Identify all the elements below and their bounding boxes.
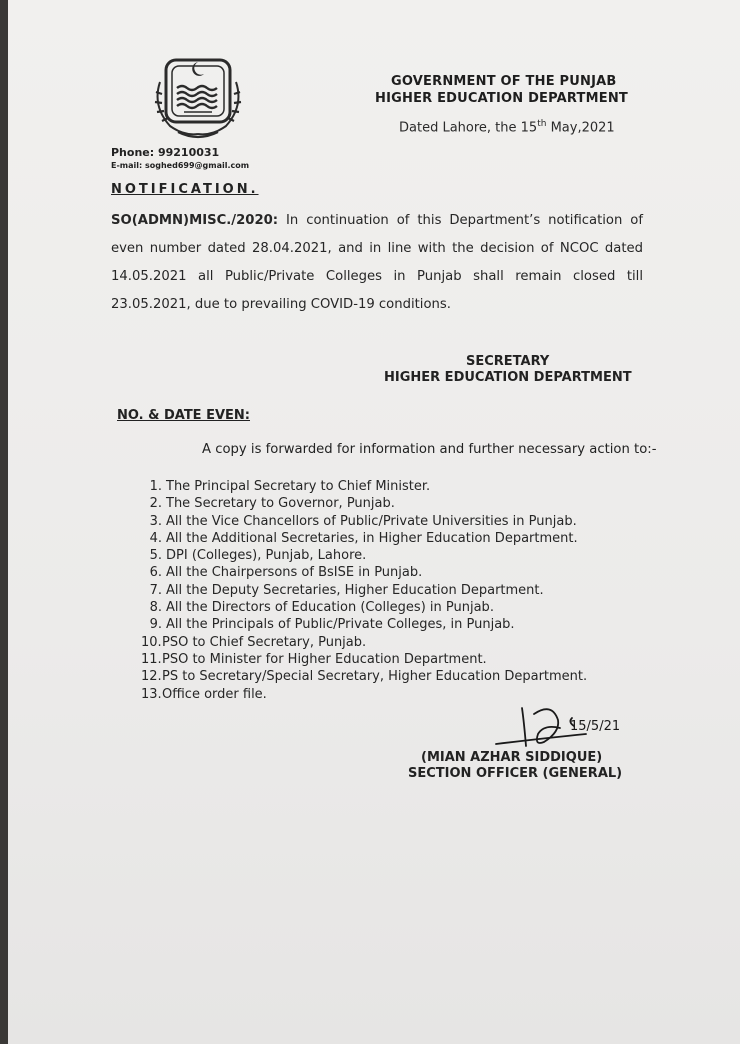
list-item-text: PS to Secretary/Special Secretary, Higher Education Department. xyxy=(162,669,588,685)
government-title: GOVERNMENT OF THE PUNJAB xyxy=(391,74,617,89)
distribution-list xyxy=(141,478,587,703)
list-item-number: 8. xyxy=(149,600,162,616)
list-item-number: 11. xyxy=(141,651,162,667)
phone-number: Phone: 99210031 xyxy=(111,146,220,159)
list-item-text: The Principal Secretary to Chief Minister. xyxy=(166,479,431,494)
list-item-text: All the Additional Secretaries, in Higher Education Department. xyxy=(166,530,578,546)
list-item-text: All the Principals of Public/Private Colleges, in Punjab. xyxy=(166,617,515,633)
department-title: HIGHER EDUCATION DEPARTMENT xyxy=(375,91,628,106)
list-item-text: PSO to Chief Secretary, Punjab. xyxy=(162,634,367,650)
list-item-text: All the Directors of Education (Colleges) in Punjab. xyxy=(166,600,494,616)
list-item-text: All the Deputy Secretaries, Higher Education Department. xyxy=(166,582,544,598)
email-address: E-mail: soghed699@gmail.com xyxy=(111,161,250,170)
list-item-number: 12. xyxy=(141,669,162,685)
date-line xyxy=(399,119,615,135)
copy-heading: NO. & DATE EVEN: xyxy=(117,408,250,423)
list-item-number: 3. xyxy=(149,513,162,529)
notification-body xyxy=(111,207,643,319)
notification-ref: SO(ADMN)MISC./2020: xyxy=(111,213,279,228)
list-item-text: All the Chairpersons of BsISE in Punjab. xyxy=(166,565,423,581)
list-item-text: PSO to Minister for Higher Education Department. xyxy=(162,651,487,667)
list-item-number: 10. xyxy=(141,634,162,650)
list-item-number: 9. xyxy=(149,617,162,633)
secretary-department: HIGHER EDUCATION DEPARTMENT xyxy=(384,370,632,385)
list-item-text: All the Vice Chancellors of Public/Private Universities in Punjab. xyxy=(166,513,577,529)
list-item-text: Office order file. xyxy=(162,686,267,702)
list-item xyxy=(141,530,587,547)
list-item-text: DPI (Colleges), Punjab, Lahore. xyxy=(166,548,367,564)
list-item-number: 6. xyxy=(149,565,162,581)
list-item xyxy=(141,668,587,685)
list-item-number: 4. xyxy=(149,530,162,546)
punjab-government-emblem-icon xyxy=(144,52,252,142)
signature-date: 15/5/21 xyxy=(570,719,621,734)
list-item xyxy=(141,513,587,530)
list-item xyxy=(141,616,587,633)
date-prefix: Dated Lahore, the 15 xyxy=(399,120,538,136)
signatory-name: (MIAN AZHAR SIDDIQUE) xyxy=(421,750,603,765)
notification-title: NOTIFICATION. xyxy=(111,182,259,197)
list-item xyxy=(141,495,587,512)
document-page xyxy=(8,0,740,1044)
signatory-designation: SECTION OFFICER (GENERAL) xyxy=(408,766,623,781)
list-item xyxy=(141,478,587,495)
list-item xyxy=(141,564,587,581)
list-item-text: The Secretary to Governor, Punjab. xyxy=(166,496,395,512)
secretary-title: SECRETARY xyxy=(466,354,550,369)
list-item-number: 13. xyxy=(141,686,162,702)
copy-intro: A copy is forwarded for information and further necessary action to:- xyxy=(202,442,657,457)
list-item xyxy=(141,651,587,668)
list-item xyxy=(141,599,587,616)
list-item-number: 7. xyxy=(149,582,162,598)
list-item-number: 2. xyxy=(149,496,162,512)
list-item-number: 5. xyxy=(149,548,162,564)
list-item xyxy=(141,582,587,599)
list-item xyxy=(141,547,587,564)
list-item-number: 1. xyxy=(149,479,162,494)
date-month-year: May,2021 xyxy=(546,120,615,136)
notification-text: In continuation of this Department’s notification of even number dated 28.04.2021, and in line with the decision of NCOC dated 14.05.2021 all Public/Private Colleges in Punjab shall remain closed till 23.05.2021, due to prevailing COVID-19 conditions. xyxy=(111,213,643,312)
date-suffix-sup: th xyxy=(537,119,547,129)
list-item xyxy=(141,634,587,651)
